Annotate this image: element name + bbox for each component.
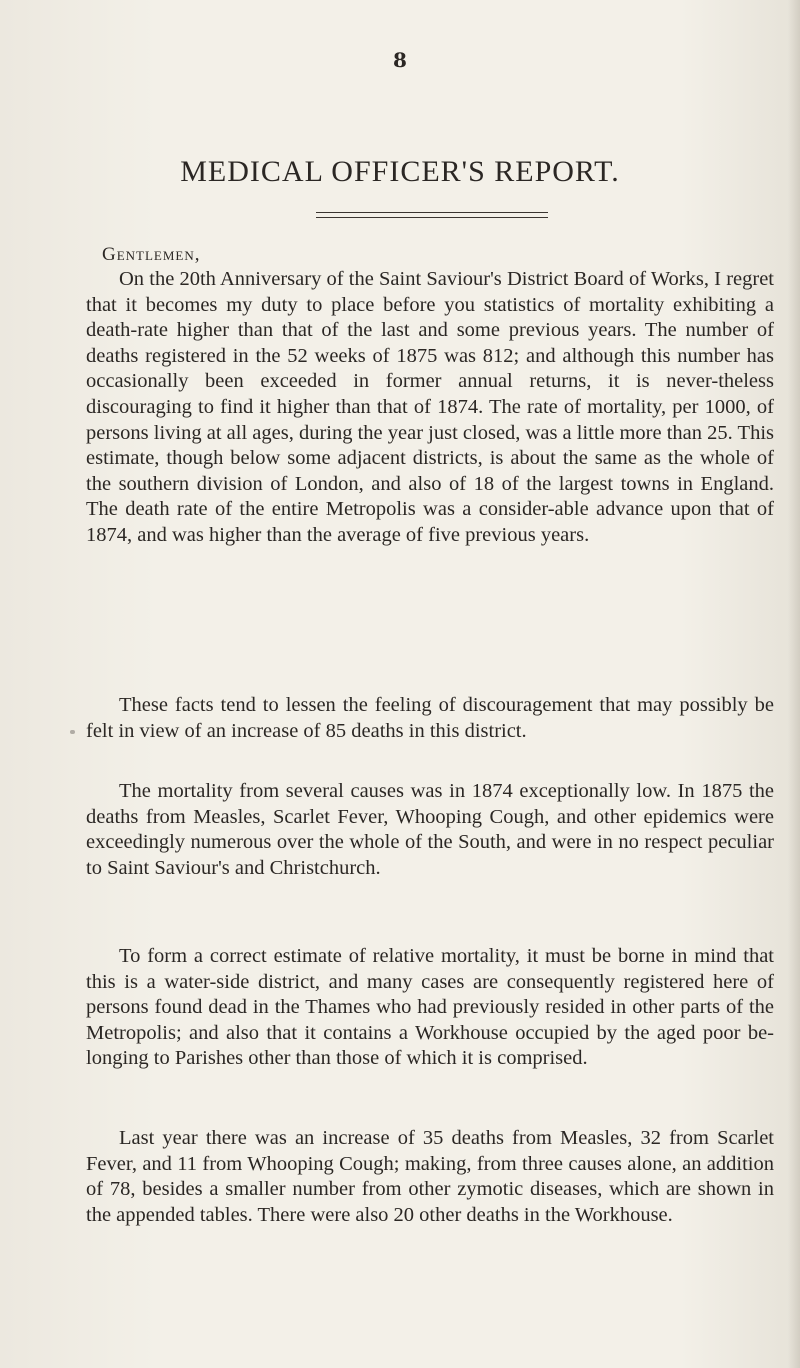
page-number: 8 xyxy=(393,48,407,72)
title-divider xyxy=(316,212,548,218)
salutation: Gentlemen, xyxy=(102,244,201,265)
report-title: MEDICAL OFFICER'S REPORT. xyxy=(180,155,620,188)
page-edge-shadow xyxy=(788,0,800,1368)
ink-mark xyxy=(70,730,75,734)
paragraph-discouragement: These facts tend to lessen the feeling of discouragement that may possibly be felt in view of an increase of 85 deaths in this district. xyxy=(86,694,774,742)
paragraph-water-side: To form a correct estimate of relative mortality, it must be borne in mind that this is a water-side district, and many cases are consequently registered here of persons found dead in the Thames who had previously resided in other parts of the Metropolis; and also that it contains a Workhouse occupied by the aged poor be-longing to Parishes other than those of which it is comprised. xyxy=(86,945,774,1070)
paragraph-epidemics: The mortality from several causes was in 1874 exceptionally low. In 1875 the deaths from Measles, Scarlet Fever, Whooping Cough, and other epidemics were exceedingly numerous over the whole of the South, and were in no respect peculiar to Saint Saviour's and Christchurch. xyxy=(86,780,774,879)
paragraph-increase: Last year there was an increase of 35 deaths from Measles, 32 from Scarlet Fever, and 11 from Whooping Cough; making, from three causes alone, an addition of 78, besides a smaller number from other zymotic diseases, which are shown in the appended tables. There were also 20 other deaths in the Workhouse. xyxy=(86,1127,774,1226)
paragraph-anniversary: On the 20th Anniversary of the Saint Saviour's District Board of Works, I regret that it becomes my duty to place before you statistics of mortality exhibiting a death-rate higher than that of the last and some previous years. The number of deaths registered in the 52 weeks of 1875 was 812; and although this number has occasionally been exceeded in former annual returns, it is never-theless discouraging to find it higher than that of 1874. The rate of mortality, per 1000, of persons living at all ages, during the year just closed, was a little more than 25. This estimate, though below some adjacent districts, is about the same as the whole of the southern division of London, and also of 18 of the largest towns in England. The death rate of the entire Metropolis was a consider-able advance upon that of 1874, and was higher than the average of five previous years. xyxy=(86,268,774,546)
